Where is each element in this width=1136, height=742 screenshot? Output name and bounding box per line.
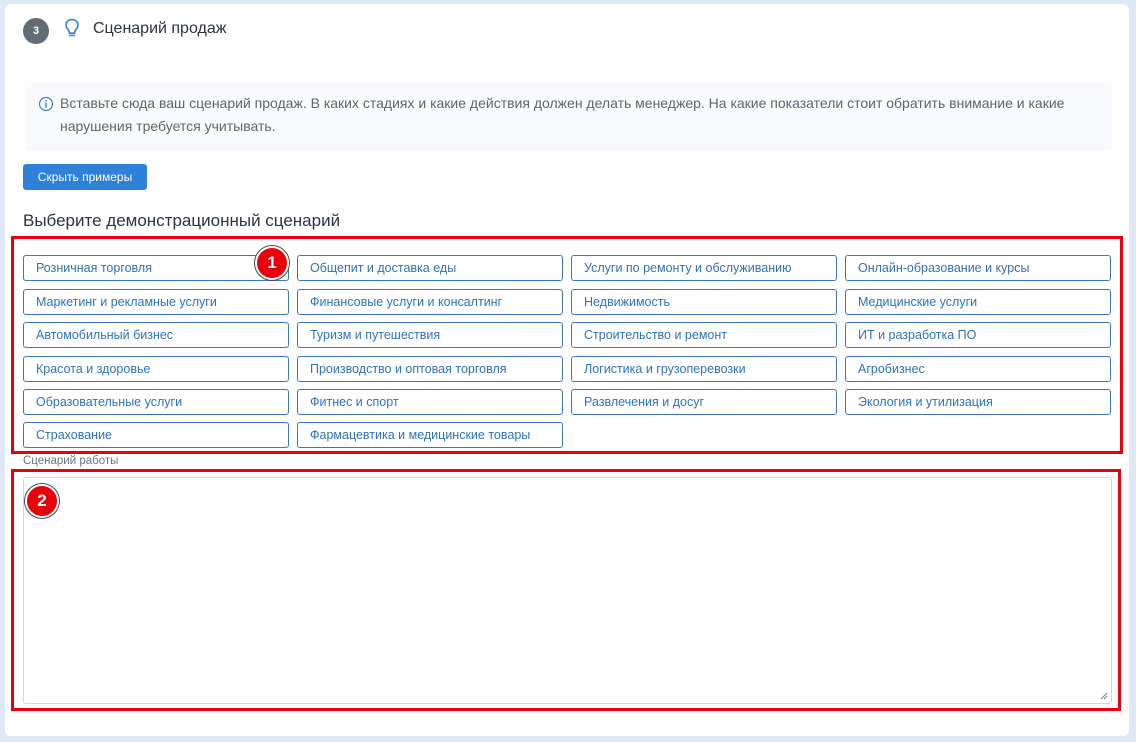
info-text: Вставьте сюда ваш сценарий продаж. В каких стадиях и какие действия должен делать менеджер. На какие показатели стоит обратить внимание и какие нарушения требуется учитывать. xyxy=(60,95,1065,134)
scenario-button-retail[interactable]: Розничная торговля xyxy=(23,255,289,281)
annotation-marker-1: 1 xyxy=(255,246,289,280)
annotation-marker-2: 2 xyxy=(25,484,59,518)
info-icon xyxy=(38,96,54,112)
scenario-button-beauty[interactable]: Красота и здоровье xyxy=(23,356,289,382)
scenario-button-repair-services[interactable]: Услуги по ремонту и обслуживанию xyxy=(571,255,837,281)
scenario-button-medical[interactable]: Медицинские услуги xyxy=(845,289,1111,315)
scenario-button-marketing[interactable]: Маркетинг и рекламные услуги xyxy=(23,289,289,315)
scenario-button-ecology[interactable]: Экология и утилизация xyxy=(845,389,1111,415)
scenario-button-automotive[interactable]: Автомобильный бизнес xyxy=(23,322,289,348)
scenario-textarea-label: Сценарий работы xyxy=(23,455,119,467)
scenario-button-manufacturing[interactable]: Производство и оптовая торговля xyxy=(297,356,563,382)
scenario-button-construction[interactable]: Строительство и ремонт xyxy=(571,322,837,348)
scenario-button-finance[interactable]: Финансовые услуги и консалтинг xyxy=(297,289,563,315)
annotation-highlight-textarea xyxy=(11,469,1121,711)
scenario-button-tourism[interactable]: Туризм и путешествия xyxy=(297,322,563,348)
scenario-button-pharma[interactable]: Фармацевтика и медицинские товары xyxy=(297,422,563,448)
scenario-button-education[interactable]: Образовательные услуги xyxy=(23,389,289,415)
page-title: Сценарий продаж xyxy=(93,20,227,37)
scenario-button-agribusiness[interactable]: Агробизнес xyxy=(845,356,1111,382)
scenario-button-entertainment[interactable]: Развлечения и досуг xyxy=(571,389,837,415)
scenario-button-insurance[interactable]: Страхование xyxy=(23,422,289,448)
scenario-button-online-education[interactable]: Онлайн-образование и курсы xyxy=(845,255,1111,281)
lightbulb-icon xyxy=(64,18,80,40)
scenario-button-food-service[interactable]: Общепит и доставка еды xyxy=(297,255,563,281)
demo-scenarios-title: Выберите демонстрационный сценарий xyxy=(23,211,341,230)
scenario-button-it[interactable]: ИТ и разработка ПО xyxy=(845,322,1111,348)
annotation-highlight-scenarios xyxy=(11,236,1123,454)
scenario-button-logistics[interactable]: Логистика и грузоперевозки xyxy=(571,356,837,382)
scenario-button-fitness[interactable]: Фитнес и спорт xyxy=(297,389,563,415)
step-badge: 3 xyxy=(23,18,49,44)
scenario-button-real-estate[interactable]: Недвижимость xyxy=(571,289,837,315)
hide-examples-button[interactable]: Скрыть примеры xyxy=(23,164,147,190)
